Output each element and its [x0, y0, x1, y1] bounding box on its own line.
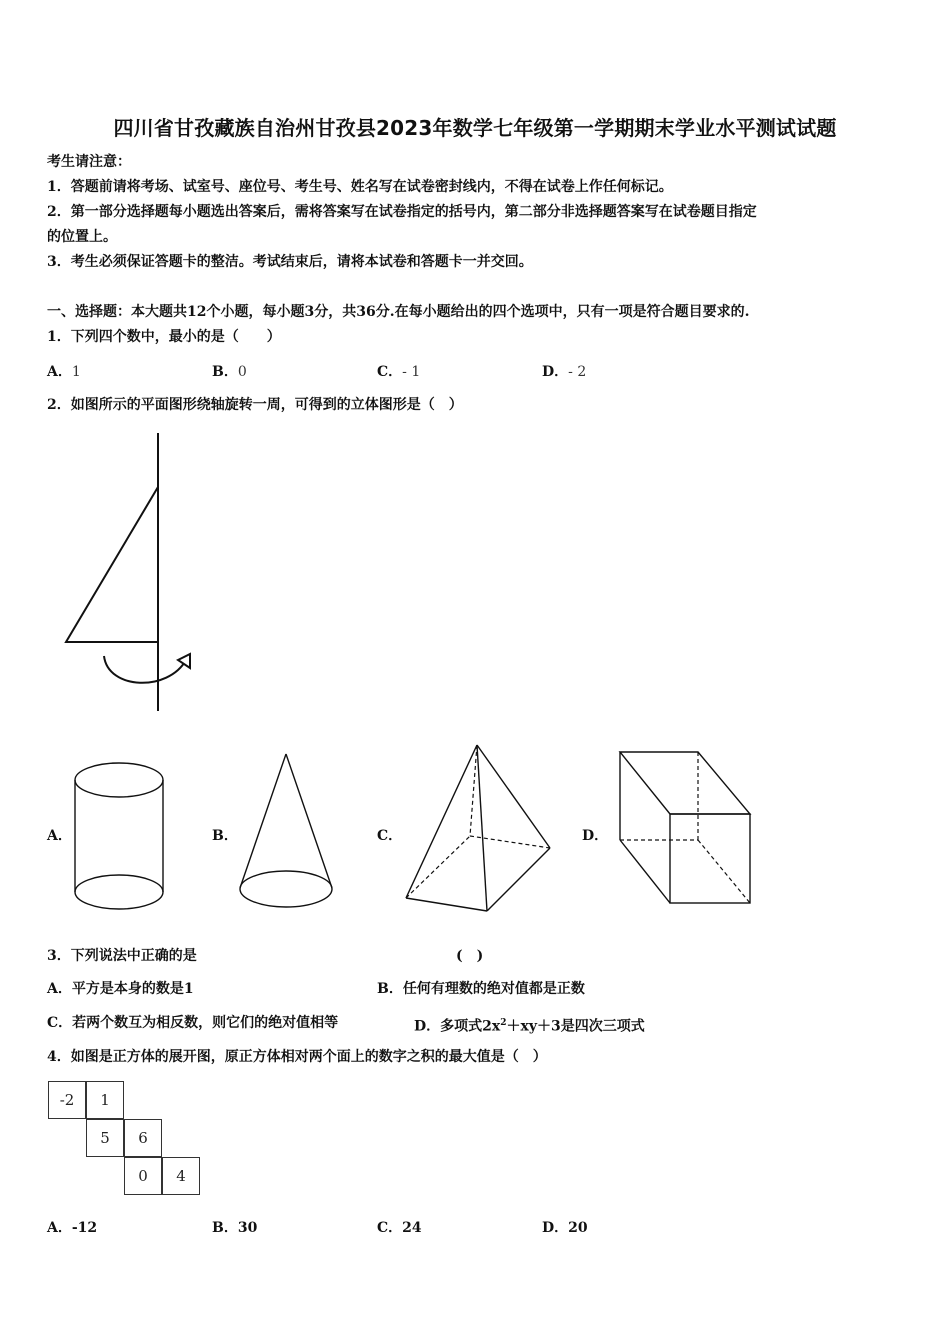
q2-option-b-label: B．	[212, 828, 238, 844]
q4-option-a: A．-12	[47, 1220, 98, 1236]
q2-option-c-label: C．	[377, 828, 403, 844]
q2-stem: 2．如图所示的平面图形绕轴旋转一周，可得到的立体图形是（ ）	[47, 397, 463, 413]
q2-option-d-label: D．	[582, 828, 609, 844]
net-cell: 6	[124, 1119, 162, 1157]
q4-option-d: D．20	[542, 1220, 588, 1236]
net-cell: 4	[162, 1157, 200, 1195]
q2-option-a-label: A．	[47, 828, 72, 844]
q4-option-c: C．24	[377, 1220, 422, 1236]
q1-option-a: A．1	[47, 364, 81, 380]
q3-option-a: A．平方是本身的数是1	[47, 981, 194, 997]
q3-answer-paren: ( )	[456, 948, 484, 964]
net-cell: 0	[124, 1157, 162, 1195]
notice-item-1: 1．答题前请将考场、试室号、座位号、考生号、姓名写在试卷密封线内，不得在试卷上作任何标记。	[47, 179, 673, 195]
notice-item-2-line1: 2．第一部分选择题每小题选出答案后，需将答案写在试卷指定的括号内，第二部分非选择题答案写在试卷题目指定	[47, 204, 757, 220]
net-cell: 1	[86, 1081, 124, 1119]
notice-item-2-line2: 的位置上。	[47, 229, 117, 245]
q3-stem: 3．下列说法中正确的是	[47, 948, 197, 964]
net-cell: -2	[48, 1081, 86, 1119]
page-title: 四川省甘孜藏族自治州甘孜县2023年数学七年级第一学期期末学业水平测试试题	[113, 116, 837, 140]
q3-option-c: C．若两个数互为相反数，则它们的绝对值相等	[47, 1015, 339, 1031]
q1-option-d: D．- 2	[542, 364, 587, 380]
q4-stem: 4．如图是正方体的展开图，原正方体相对两个面上的数字之积的最大值是（ ）	[47, 1049, 547, 1065]
q3-option-b: B．任何有理数的绝对值都是正数	[377, 981, 585, 997]
notice-heading: 考生请注意：	[47, 154, 131, 170]
q3-option-d: D．多项式$2x^2+xy+3$是四次三项式	[414, 1018, 645, 1035]
q4-option-b: B．30	[212, 1220, 258, 1236]
q1-option-b: B．0	[212, 364, 247, 380]
notice-item-3: 3．考生必须保证答题卡的整洁。考试结束后，请将本试卷和答题卡一并交回。	[47, 254, 533, 270]
net-cell: 5	[86, 1119, 124, 1157]
q1-stem: 1．下列四个数中，最小的是（ ）	[47, 329, 281, 345]
q1-option-c: C．- 1	[377, 364, 421, 380]
section-heading: 一、选择题：本大题共12个小题，每小题3分，共36分.在每小题给出的四个选项中，只有一项是符合题目要求的.	[47, 304, 750, 320]
